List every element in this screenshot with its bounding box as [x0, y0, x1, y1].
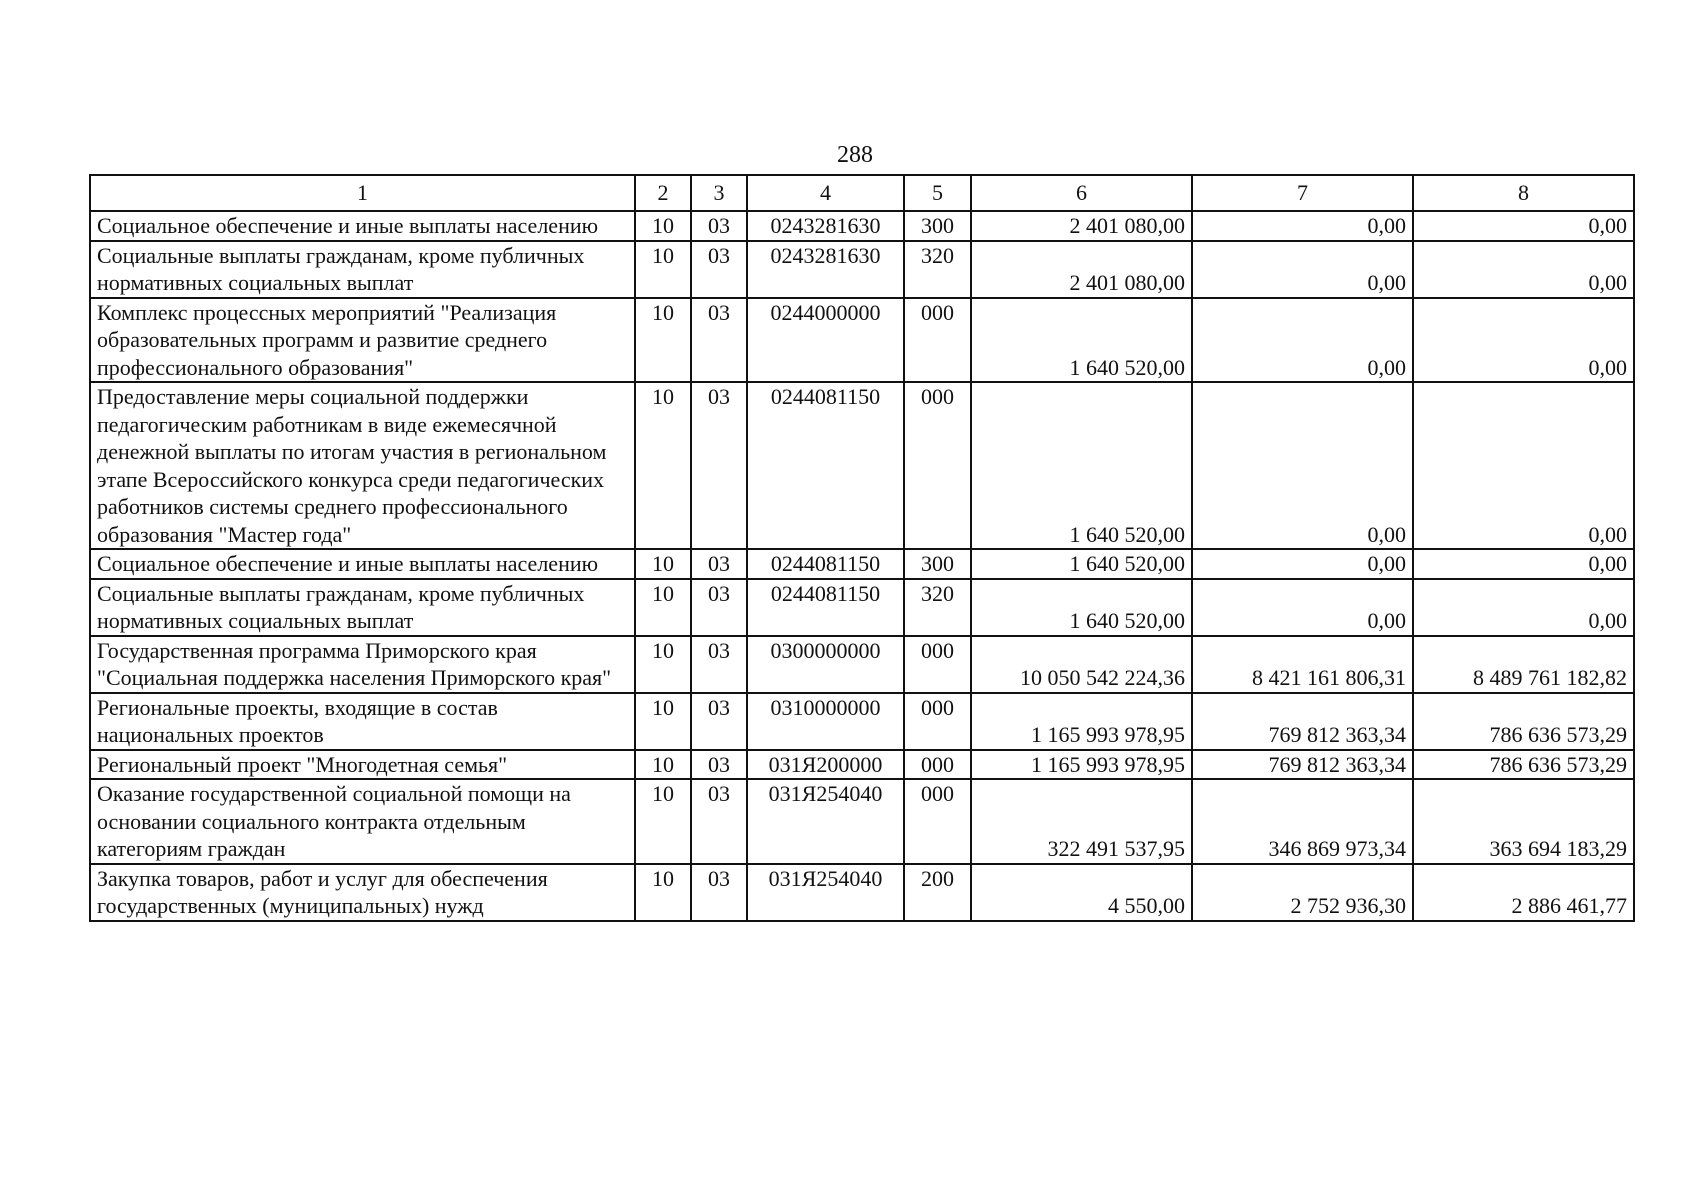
- section-code-cell: 10: [635, 211, 691, 241]
- expense-type-cell: 000: [904, 298, 971, 383]
- section-code-cell: 10: [635, 298, 691, 383]
- amount-year3-cell: 0,00: [1413, 298, 1634, 383]
- budget-table: [89, 174, 1635, 922]
- target-article-cell: 0244000000: [747, 298, 904, 383]
- section-code-cell: 10: [635, 382, 691, 549]
- target-article-cell: 0243281630: [747, 241, 904, 298]
- amount-year1-cell: 4 550,00: [971, 864, 1192, 921]
- row-name-cell: Социальные выплаты гражданам, кроме публичных нормативных социальных выплат: [90, 241, 635, 298]
- row-name-cell: Региональный проект "Многодетная семья": [90, 750, 635, 780]
- header-row: [90, 175, 1634, 211]
- amount-year3-cell: 0,00: [1413, 211, 1634, 241]
- target-article-cell: 0244081150: [747, 579, 904, 636]
- expense-type-cell: 300: [904, 211, 971, 241]
- target-article-cell: 0244081150: [747, 549, 904, 579]
- amount-year3-cell: 0,00: [1413, 549, 1634, 579]
- amount-year2-cell: 0,00: [1192, 579, 1413, 636]
- amount-year2-cell: 346 869 973,34: [1192, 779, 1413, 864]
- section-code-cell: 10: [635, 864, 691, 921]
- subsection-code-cell: 03: [691, 382, 747, 549]
- subsection-code-cell: 03: [691, 241, 747, 298]
- amount-year3-cell: 2 886 461,77: [1413, 864, 1634, 921]
- table-row: [90, 579, 1634, 636]
- row-name-cell: Оказание государственной социальной помощи на основании социального контракта отдельным категориям граждан: [90, 779, 635, 864]
- amount-year1-cell: 1 165 993 978,95: [971, 750, 1192, 780]
- expense-type-cell: 320: [904, 241, 971, 298]
- section-code-cell: 10: [635, 579, 691, 636]
- expense-type-cell: 000: [904, 382, 971, 549]
- amount-year1-cell: 2 401 080,00: [971, 211, 1192, 241]
- table-row: [90, 864, 1634, 921]
- expense-type-cell: 000: [904, 693, 971, 750]
- target-article-cell: 0243281630: [747, 211, 904, 241]
- amount-year3-cell: 363 694 183,29: [1413, 779, 1634, 864]
- subsection-code-cell: 03: [691, 549, 747, 579]
- table-row: [90, 693, 1634, 750]
- amount-year2-cell: 2 752 936,30: [1192, 864, 1413, 921]
- amount-year2-cell: 0,00: [1192, 382, 1413, 549]
- amount-year3-cell: 786 636 573,29: [1413, 750, 1634, 780]
- column-header: 5: [904, 175, 971, 211]
- row-name-cell: Закупка товаров, работ и услуг для обеспечения государственных (муниципальных) нужд: [90, 864, 635, 921]
- target-article-cell: 0300000000: [747, 636, 904, 693]
- amount-year2-cell: 769 812 363,34: [1192, 750, 1413, 780]
- section-code-cell: 10: [635, 779, 691, 864]
- table-row: [90, 298, 1634, 383]
- expense-type-cell: 320: [904, 579, 971, 636]
- row-name-cell: Социальное обеспечение и иные выплаты населению: [90, 211, 635, 241]
- amount-year3-cell: 786 636 573,29: [1413, 693, 1634, 750]
- subsection-code-cell: 03: [691, 750, 747, 780]
- column-header: 8: [1413, 175, 1634, 211]
- amount-year3-cell: 0,00: [1413, 382, 1634, 549]
- expense-type-cell: 300: [904, 549, 971, 579]
- table-row: [90, 636, 1634, 693]
- target-article-cell: 031Я254040: [747, 864, 904, 921]
- table-row: [90, 750, 1634, 780]
- amount-year2-cell: 0,00: [1192, 549, 1413, 579]
- amount-year3-cell: 0,00: [1413, 241, 1634, 298]
- subsection-code-cell: 03: [691, 693, 747, 750]
- amount-year1-cell: 1 165 993 978,95: [971, 693, 1192, 750]
- expense-type-cell: 000: [904, 750, 971, 780]
- target-article-cell: 0310000000: [747, 693, 904, 750]
- amount-year2-cell: 8 421 161 806,31: [1192, 636, 1413, 693]
- amount-year1-cell: 1 640 520,00: [971, 549, 1192, 579]
- column-header: 1: [90, 175, 635, 211]
- row-name-cell: Государственная программа Приморского края "Социальная поддержка населения Приморского края": [90, 636, 635, 693]
- subsection-code-cell: 03: [691, 579, 747, 636]
- amount-year1-cell: 322 491 537,95: [971, 779, 1192, 864]
- target-article-cell: 031Я200000: [747, 750, 904, 780]
- amount-year3-cell: 8 489 761 182,82: [1413, 636, 1634, 693]
- column-header: 7: [1192, 175, 1413, 211]
- target-article-cell: 0244081150: [747, 382, 904, 549]
- amount-year1-cell: 2 401 080,00: [971, 241, 1192, 298]
- page-number: 288: [837, 142, 873, 168]
- table-row: [90, 211, 1634, 241]
- amount-year2-cell: 0,00: [1192, 211, 1413, 241]
- subsection-code-cell: 03: [691, 298, 747, 383]
- table-row: [90, 241, 1634, 298]
- expense-type-cell: 000: [904, 779, 971, 864]
- subsection-code-cell: 03: [691, 211, 747, 241]
- amount-year2-cell: 769 812 363,34: [1192, 693, 1413, 750]
- amount-year3-cell: 0,00: [1413, 579, 1634, 636]
- amount-year1-cell: 1 640 520,00: [971, 298, 1192, 383]
- section-code-cell: 10: [635, 750, 691, 780]
- table-row: [90, 779, 1634, 864]
- expense-type-cell: 000: [904, 636, 971, 693]
- amount-year2-cell: 0,00: [1192, 298, 1413, 383]
- table-row: [90, 549, 1634, 579]
- table-row: [90, 382, 1634, 549]
- subsection-code-cell: 03: [691, 636, 747, 693]
- target-article-cell: 031Я254040: [747, 779, 904, 864]
- section-code-cell: 10: [635, 549, 691, 579]
- section-code-cell: 10: [635, 241, 691, 298]
- expense-type-cell: 200: [904, 864, 971, 921]
- row-name-cell: Социальные выплаты гражданам, кроме публичных нормативных социальных выплат: [90, 579, 635, 636]
- column-header: 6: [971, 175, 1192, 211]
- subsection-code-cell: 03: [691, 864, 747, 921]
- subsection-code-cell: 03: [691, 779, 747, 864]
- row-name-cell: Региональные проекты, входящие в состав национальных проектов: [90, 693, 635, 750]
- row-name-cell: Предоставление меры социальной поддержки педагогическим работникам в виде ежемесячной денежной выплаты по итогам участия в региональном этапе Всероссийского конкурса среди педагогических работников системы среднего профессионального образования "Мастер года": [90, 382, 635, 549]
- amount-year2-cell: 0,00: [1192, 241, 1413, 298]
- column-header: 2: [635, 175, 691, 211]
- amount-year1-cell: 10 050 542 224,36: [971, 636, 1192, 693]
- column-header: 3: [691, 175, 747, 211]
- row-name-cell: Комплекс процессных мероприятий "Реализация образовательных программ и развитие среднего профессионального образования": [90, 298, 635, 383]
- amount-year1-cell: 1 640 520,00: [971, 382, 1192, 549]
- column-header: 4: [747, 175, 904, 211]
- section-code-cell: 10: [635, 693, 691, 750]
- row-name-cell: Социальное обеспечение и иные выплаты населению: [90, 549, 635, 579]
- section-code-cell: 10: [635, 636, 691, 693]
- amount-year1-cell: 1 640 520,00: [971, 579, 1192, 636]
